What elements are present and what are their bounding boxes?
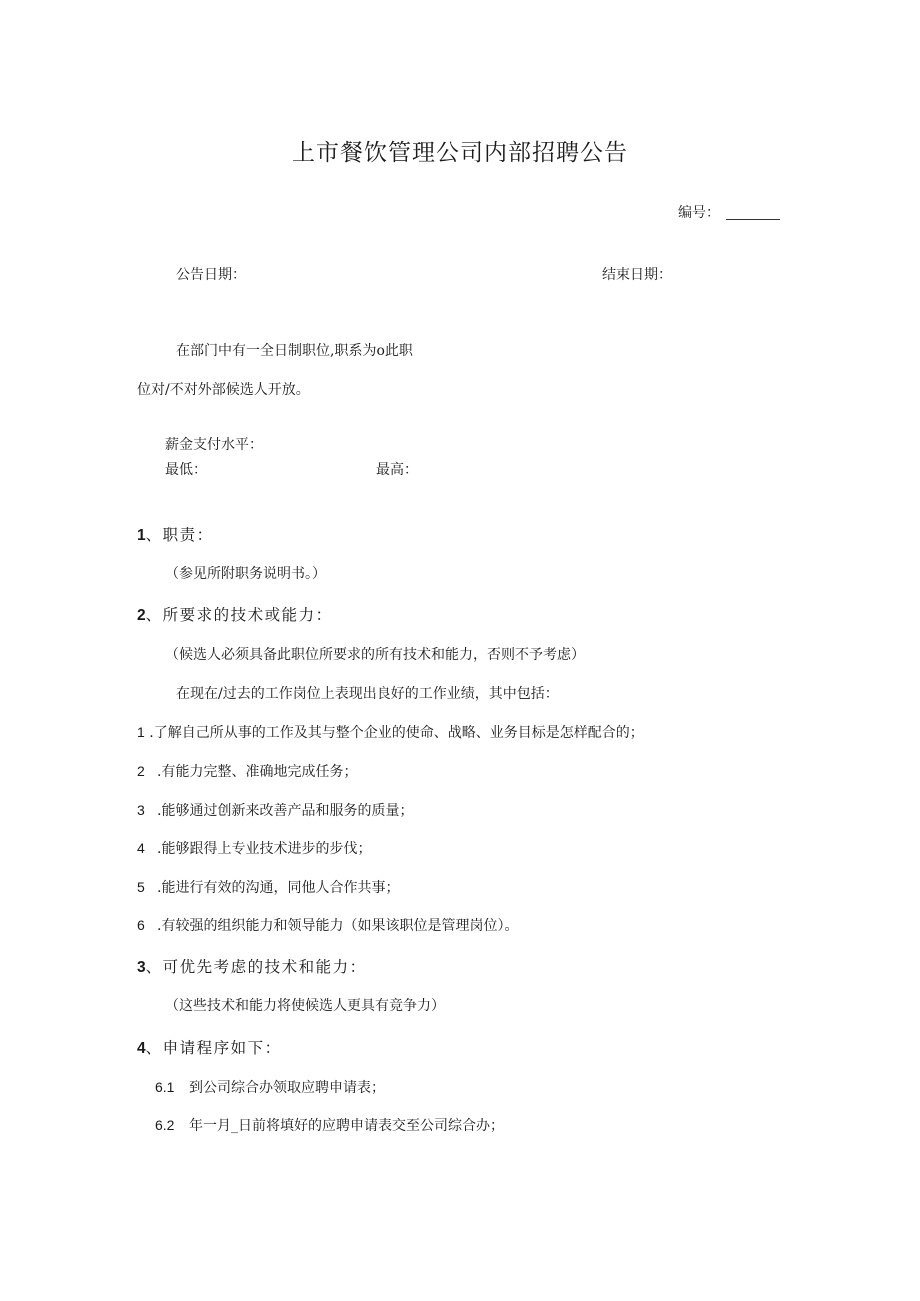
step-text: 年一月_日前将填好的应聘申请表交至公司综合办； [189, 1118, 504, 1134]
section-number: 2 [137, 607, 146, 624]
list-item-number: 6 [137, 917, 145, 933]
list-item-text: .有较强的组织能力和领导能力（如果该职位是管理岗位）。 [157, 918, 519, 934]
section-number: 4 [137, 1040, 146, 1057]
section-1-note: （参见所附职务说明书。） [165, 566, 326, 582]
list-item-number: 4 [137, 840, 145, 856]
list-item-text: .能够跟得上专业技术进步的步伐； [157, 841, 372, 857]
serial-blank-line [726, 205, 780, 220]
list-item [137, 838, 371, 858]
section-title: 、职责： [145, 526, 214, 544]
salary-min-label: 最低： [165, 462, 207, 478]
list-item-text: .有能力完整、准确地完成任务； [157, 764, 358, 780]
section-title: 、可优先考虑的技术和能力： [145, 958, 367, 976]
salary-label: 薪金支付水平： [165, 437, 263, 453]
list-item [137, 800, 413, 820]
list-item-text: .能进行有效的沟通，同他人合作共事； [157, 880, 400, 896]
intro-line-1: 在部门中有一全日制职位,职系为o此职 [176, 343, 413, 359]
section-4-heading [137, 1036, 282, 1058]
end-date-label: 结束日期： [602, 267, 672, 283]
section-number: 3 [137, 959, 146, 976]
step-number: 6.2 [155, 1117, 175, 1133]
list-item-text: .能够通过创新来改善产品和服务的质量； [157, 803, 414, 819]
step-text: 到公司综合办领取应聘申请表； [189, 1080, 385, 1096]
procedure-step [155, 1115, 504, 1135]
section-1-heading [137, 523, 214, 545]
notice-date-label: 公告日期： [176, 267, 246, 283]
section-title: 、所要求的技术或能力： [145, 606, 333, 624]
section-title: 、申请程序如下： [145, 1039, 282, 1057]
list-item [137, 915, 518, 935]
section-2-lead: 在现在/过去的工作岗位上表现出良好的工作业绩，其中包括： [176, 686, 559, 702]
section-2-heading [137, 603, 333, 625]
list-item-number: 3 [137, 802, 145, 818]
document-title: 上市餐饮管理公司内部招聘公告 [292, 140, 628, 166]
list-item-number: 2 [137, 763, 145, 779]
section-2-note: （候选人必须具备此职位所要求的所有技术和能力，否则不予考虑） [165, 647, 585, 663]
procedure-step [155, 1077, 385, 1097]
list-item [137, 761, 357, 781]
list-item [137, 877, 399, 897]
list-item-number: 1 [137, 724, 145, 740]
list-item-number: 5 [137, 879, 145, 895]
serial-label: 编号： [678, 205, 720, 221]
section-3-heading [137, 955, 367, 977]
salary-max-label: 最高： [376, 462, 418, 478]
list-item-text: .了解自己所从事的工作及其与整个企业的使命、战略、业务目标是怎样配合的； [149, 725, 644, 741]
step-number: 6.1 [155, 1079, 175, 1095]
section-number: 1 [137, 527, 146, 544]
intro-line-2: 位对/不对外部候选人开放。 [137, 382, 310, 398]
serial-number-field [678, 202, 780, 222]
section-3-note: （这些技术和能力将使候选人更具有竞争力） [165, 998, 445, 1014]
list-item [137, 722, 644, 742]
